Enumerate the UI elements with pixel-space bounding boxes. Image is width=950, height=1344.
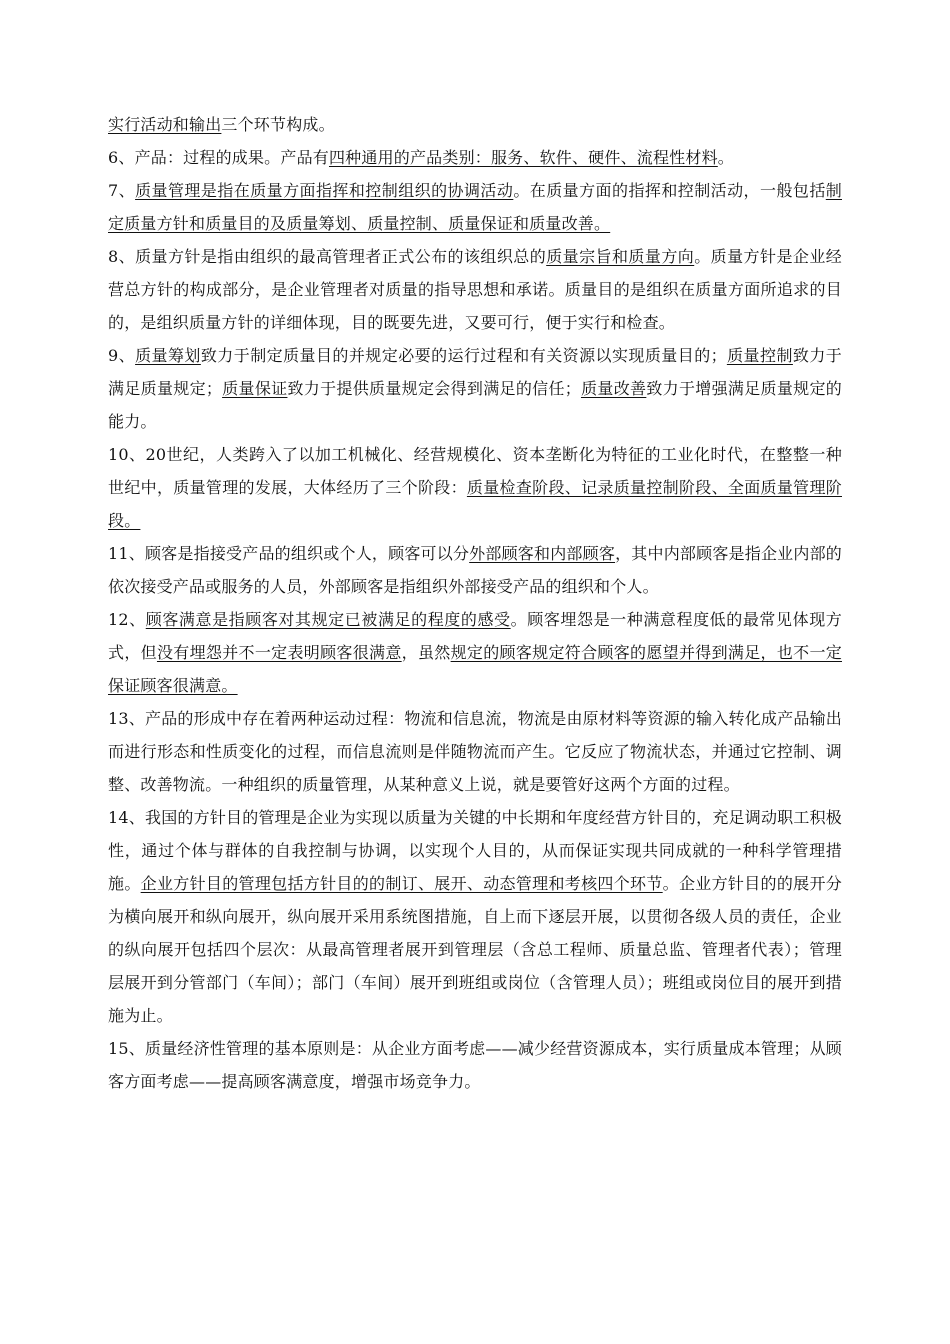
paragraph-8 xyxy=(108,240,842,339)
underlined-text: 质量改善 xyxy=(580,379,647,398)
text: 致力于满足质量规定； xyxy=(108,346,842,398)
underlined-text: 质量管理是指在质量方面指挥和控制组织的协调活动 xyxy=(135,181,514,200)
underlined-text: 制定质量方针和质量目的及质量筹划、质量控制、质量保证和质量改善。 xyxy=(108,181,842,233)
underlined-text: 质量保证 xyxy=(222,379,288,398)
text: 。在质量方面的指挥和控制活动，一般包括 xyxy=(513,181,826,200)
underlined-text: 规定的顾客规定符合顾客的愿望并得到满足，也不一定保证顾客很满意。 xyxy=(108,643,842,695)
text: 12、 xyxy=(108,610,146,629)
paragraph-15 xyxy=(108,1032,842,1098)
paragraph-10 xyxy=(108,438,842,537)
underlined-text: 四种通用的产品类别：服务、软件、硬件、流程性材料 xyxy=(328,148,718,167)
underlined-text: 质量检查阶段、记录质量控制阶段、全面质量管理阶段。 xyxy=(108,478,842,530)
underlined-text: 质量筹划 xyxy=(135,346,201,365)
text: 。顾客埋怨是一种满意程度低的最常见体现方式，但 xyxy=(108,610,842,662)
text: 13、产品的形成中存在着两种运动过程：物流和信息流，物流是由原材料等资源的输入转化成产品输出而进行形态和性质变化的过程，而信息流则是伴随物流而产生。它反应了物流状态，并通过它控制、调整、改善物流。一种组织的质量管理，从某种意义上说，就是要管好这两个方面的过程。 xyxy=(108,709,842,794)
paragraph-5-continuation xyxy=(108,108,842,141)
underlined-text: 质量宗旨和质量方向 xyxy=(546,247,695,266)
text: 三个环节构成。 xyxy=(221,115,335,134)
underlined-text: 实行活动和输出 xyxy=(108,115,222,134)
text: 10、20世纪，人类跨入了以加工机械化、经营规模化、资本垄断化为特征的工业化时代，在整整一种世纪中，质量管理的发展，大体经历了三个阶段： xyxy=(108,445,842,497)
paragraph-13 xyxy=(108,702,842,801)
text: ，虽然 xyxy=(401,643,451,662)
text: 14、我国的方针目的管理是企业为实现以质量为关键的中长期和年度经营方针目的，充足调动职工积极性，通过个体与群体的自我控制与协调，以实现个人目的，从而保证实现共同成就的一种科学管理措施。 xyxy=(108,808,842,893)
paragraph-11 xyxy=(108,537,842,603)
text: 7、 xyxy=(108,181,136,200)
paragraph-6 xyxy=(108,141,842,174)
text: 8、质量方针是指由组织的最高管理者正式公布的该组织总的 xyxy=(108,247,547,266)
text: 致力于提供质量规定会得到满足的信任； xyxy=(287,379,581,398)
underlined-text: 企业方针目的管理包括方针目的的制订、展开、动态管理和考核四个环节 xyxy=(140,874,663,893)
text: 11、顾客是指接受产品的组织或个人，顾客可以分 xyxy=(108,544,470,563)
text: 。 xyxy=(717,148,734,167)
underlined-text: 外部顾客和内部顾客 xyxy=(469,544,616,563)
underlined-text: 顾客满意是指顾客对其规定已被满足的程度的感受 xyxy=(145,610,511,629)
text: 9、 xyxy=(108,346,136,365)
text: ，其中内部顾客是指企业内部的依次接受产品或服务的人员，外部顾客是指组织外部接受产品的组织和个人。 xyxy=(108,544,842,596)
underlined-text: 质量控制 xyxy=(726,346,793,365)
document-body xyxy=(108,108,842,1098)
text: 15、质量经济性管理的基本原则是：从企业方面考虑——减少经营资源成本，实行质量成本管理；从顾客方面考虑——提高顾客满意度，增强市场竞争力。 xyxy=(108,1039,842,1091)
text: 致力于增强满足质量规定的能力。 xyxy=(108,379,842,431)
paragraph-14 xyxy=(108,801,842,1032)
paragraph-7 xyxy=(108,174,842,240)
paragraph-9 xyxy=(108,339,842,438)
text: 。企业方针目的的展开分为横向展开和纵向展开，纵向展开采用系统图措施，自上而下逐层开展，以贯彻各级人员的责任，企业的纵向展开包括四个层次：从最高管理者展开到管理层（含总工程师、质量总监、管理者代表）；管理层展开到分管部门（车间）；部门（车间）展开到班组或岗位（含管理人员）；班组或岗位目的展开到措施为止。 xyxy=(108,874,843,1025)
text: 6、产品：过程的成果。产品有 xyxy=(108,148,329,167)
text: 。质量方针是企业经营总方针的构成部分，是企业管理者对质量的指导思想和承诺。质量目的是组织在质量方面所追求的目的，是组织质量方针的详细体现，目的既要先进，又要可行，便于实行和检查。 xyxy=(108,247,842,332)
underlined-text: 没有埋怨并不一定表明顾客很满意 xyxy=(156,643,402,662)
text: 致力于制定质量目的并规定必要的运行过程和有关资源以实现质量目的； xyxy=(200,346,727,365)
paragraph-12 xyxy=(108,603,842,702)
